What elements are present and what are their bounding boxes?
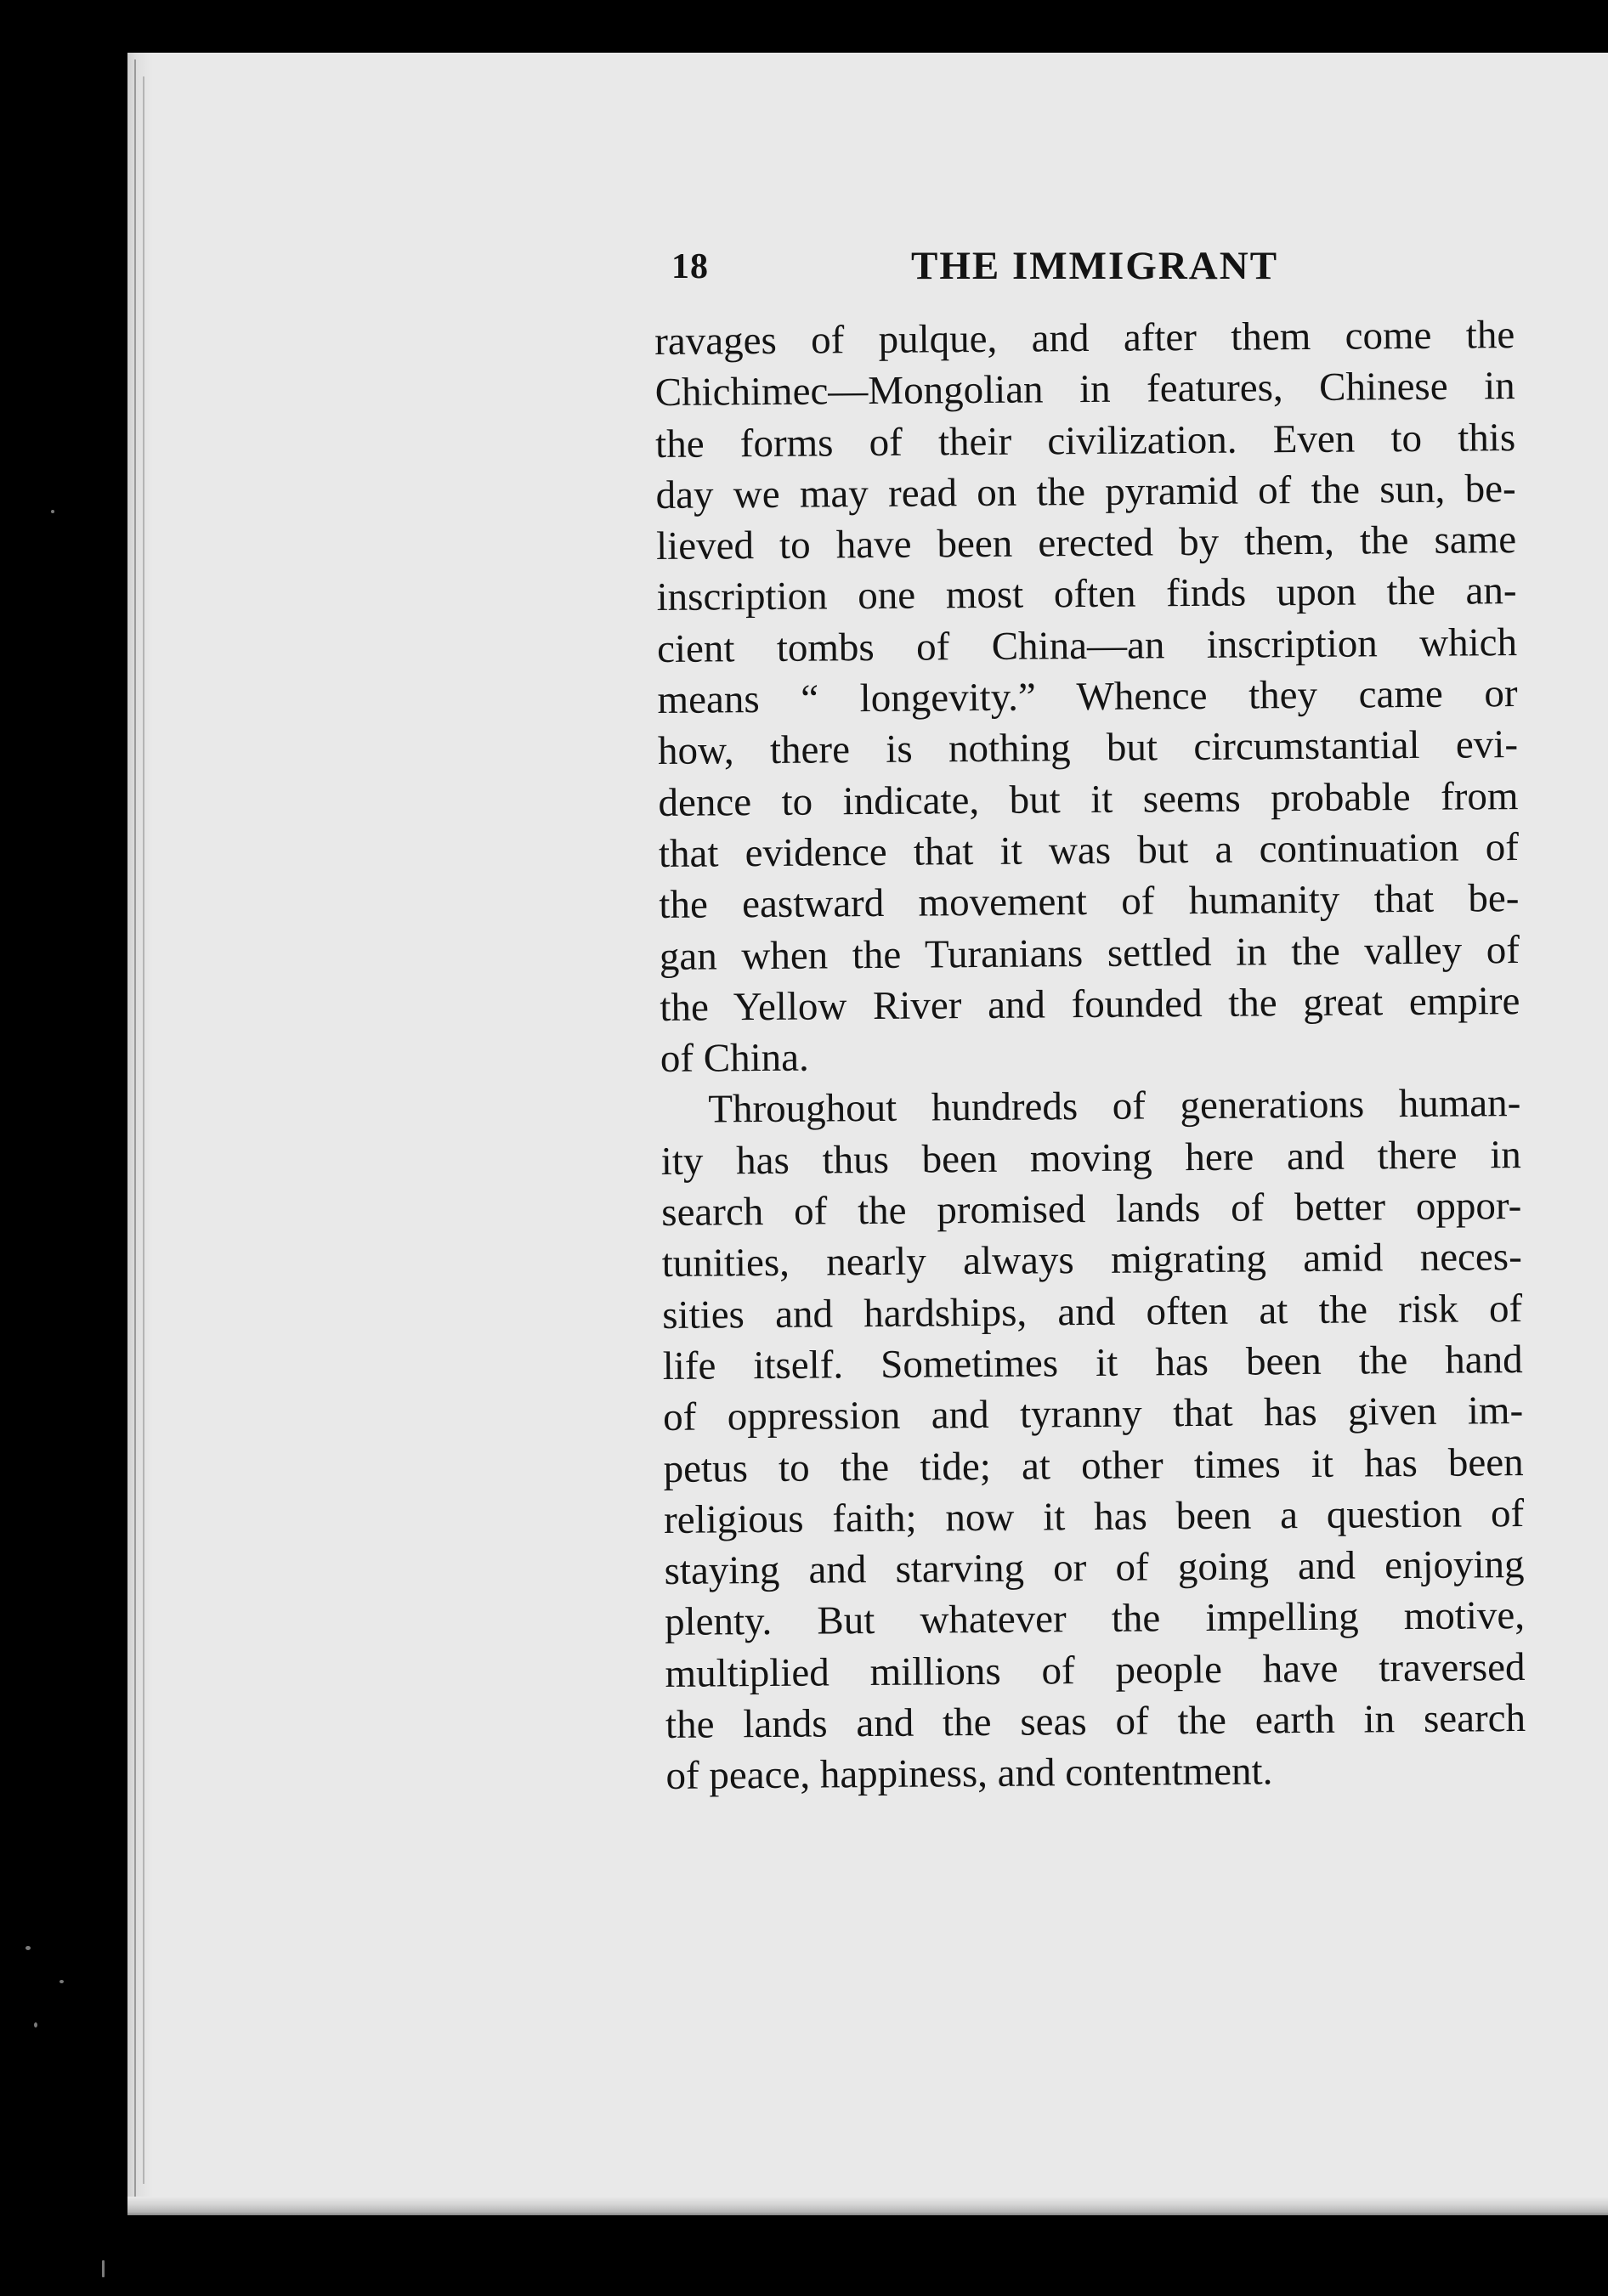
text-line: dence to indicate, but it seems probable from bbox=[658, 773, 1519, 825]
text-line: the lands and the seas of the earth in search bbox=[665, 1696, 1526, 1747]
text-line: Throughout hundreds of generations human- bbox=[708, 1081, 1521, 1132]
scan-speck bbox=[51, 510, 54, 513]
scan-speck bbox=[34, 2022, 37, 2027]
text-line: plenty. But whatever the impelling motive, bbox=[664, 1593, 1526, 1645]
text-line: ity has thus been moving here and there in bbox=[660, 1132, 1521, 1184]
text-line: day we may read on the pyramid of the sun, be- bbox=[655, 466, 1516, 517]
text-line: the eastward movement of humanity that be- bbox=[659, 876, 1520, 928]
text-line: search of the promised lands of better oppor- bbox=[661, 1184, 1522, 1236]
text-line: gan when the Turanians settled in the valley of bbox=[659, 927, 1520, 979]
scan-speck bbox=[59, 1980, 64, 1983]
text-line: petus to the tide; at other times it has been bbox=[663, 1439, 1524, 1491]
scan-speck bbox=[25, 1946, 31, 1950]
running-head bbox=[671, 240, 1521, 308]
text-line: lieved to have been erected by them, the same bbox=[655, 517, 1517, 569]
text-line: means “ longevity.” Whence they came or bbox=[657, 671, 1518, 723]
page-bottom-edge bbox=[127, 2197, 1608, 2215]
text-line: life itself. Sometimes it has been the hand bbox=[662, 1337, 1523, 1388]
text-line: of China. bbox=[660, 1035, 809, 1082]
text-line: of peace, happiness, and contentment. bbox=[665, 1749, 1273, 1799]
paragraph bbox=[660, 1077, 1526, 1801]
page-edge-line bbox=[143, 76, 144, 2184]
text-line: the forms of their civilization. Even to this bbox=[654, 415, 1516, 467]
text-line: how, there is nothing but circumstantial evi- bbox=[657, 722, 1519, 774]
body-text bbox=[654, 309, 1526, 1802]
page-edge-line bbox=[134, 59, 136, 2201]
text-line: Chichimec—Mongolian in features, Chinese in bbox=[654, 364, 1515, 416]
text-line: staying and starving or of going and enjoying bbox=[664, 1542, 1525, 1594]
page-gutter-shadow bbox=[127, 53, 153, 2215]
running-title: THE IMMIGRANT bbox=[911, 244, 1279, 288]
text-line: cient tombs of China—an inscription which bbox=[656, 619, 1518, 671]
text-line: tunities, nearly always migrating amid neces- bbox=[661, 1235, 1522, 1287]
text-line: inscription one most often finds upon the an- bbox=[656, 568, 1517, 620]
text-line: the Yellow River and founded the great empire bbox=[660, 978, 1520, 1030]
text-line: multiplied millions of people have traversed bbox=[665, 1644, 1526, 1696]
paragraph bbox=[654, 309, 1520, 1084]
text-line: of oppression and tyranny that has given im- bbox=[662, 1388, 1524, 1440]
page-number: 18 bbox=[671, 247, 709, 286]
text-line: religious faith; now it has been a question of bbox=[663, 1490, 1525, 1542]
text-line: ravages of pulque, and after them come the bbox=[654, 313, 1515, 364]
text-line: sities and hardships, and often at the risk of bbox=[662, 1286, 1523, 1337]
scan-speck bbox=[102, 2260, 105, 2277]
text-line: that evidence that it was but a continuation of bbox=[658, 825, 1520, 876]
